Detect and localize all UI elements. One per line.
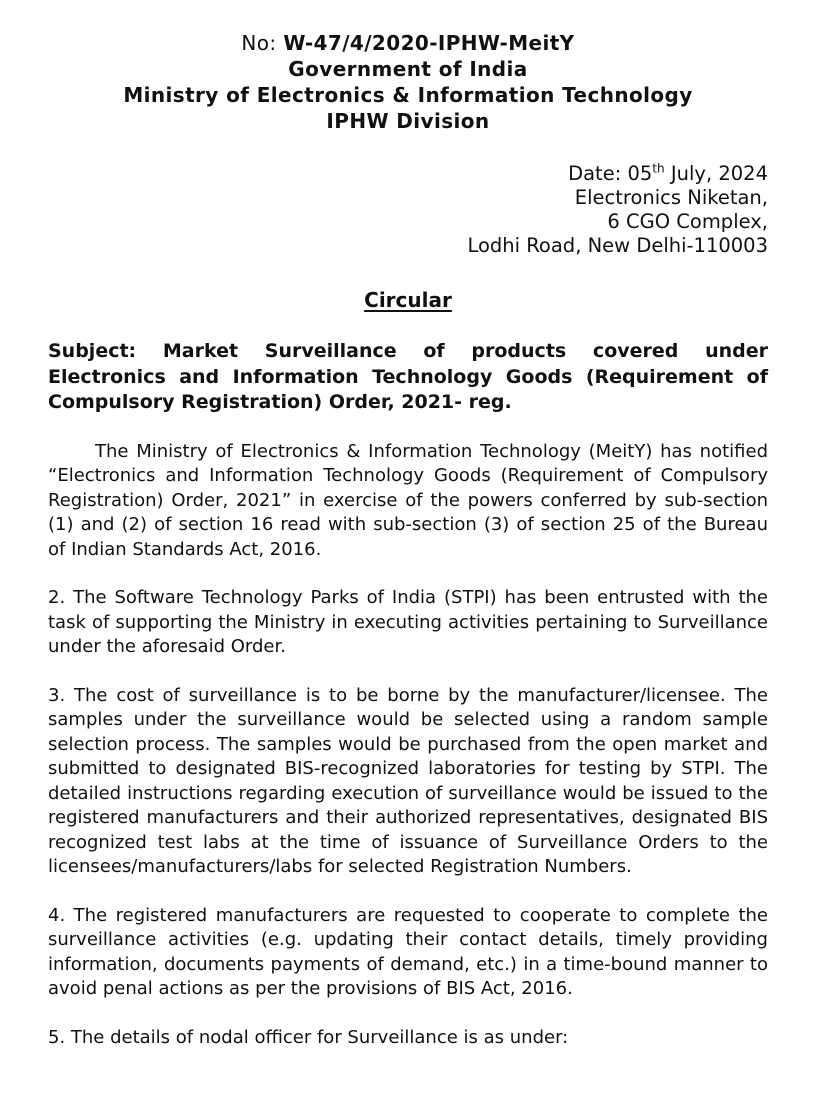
paragraph-3-cost: 3. The cost of surveillance is to be borne by the manufacturer/licensee. The samples under the surveillance would be selected using a random sample selection process. The samples would be purchased from the open market and submitted to designated BIS-recognized laboratories for testing by STPI. The detailed instructions regarding execution of surveillance would be issued to the registered manufacturers and their authorized representatives, designated BIS recognized test labs at the time of issuance of Surveillance Orders to the licensees/manufacturers/labs for selected Registration Numbers. [48,684,768,877]
circular-heading [48,287,768,313]
paragraph-2-stpi: 2. The Software Technology Parks of India (STPI) has been entrusted with the task of supporting the Ministry in executing activities pertaining to Surveillance under the aforesaid Order. [48,587,768,657]
address-line-building: Electronics Niketan, [574,186,768,209]
reference-number-prefix: No: [241,31,284,55]
subject-line: Subject: Market Surveillance of products covered under Electronics and Information Technology Goods (Requirement of Compulsory Registration) Order, 2021- reg. [48,340,768,413]
document-header [48,30,768,134]
reference-number: W-47/4/2020-IPHW-MeitY [283,31,575,55]
org-line-division: IPHW Division [326,109,490,133]
paragraph-4-cooperation: 4. The registered manufacturers are requested to cooperate to complete the surveillance activities (e.g. updating their contact details, timely providing information, documents payments of demand, etc.) in a time-bound manner to avoid penal actions as per the provisions of BIS Act, 2016. [48,904,768,999]
org-line-ministry: Ministry of Electronics & Information Technology [123,83,693,107]
reference-number-line [48,30,768,56]
date-suffix: July, 2024 [664,162,768,185]
org-line-government: Government of India [288,57,528,81]
paragraph-1-intro: The Ministry of Electronics & Information Technology (MeitY) has notified “Electronics and Information Technology Goods (Requirement of Compulsory Registration) Order, 2021” in exercise of the powers conferred by sub-section (1) and (2) of section 16 read with sub-section (3) of section 25 of the Bureau of Indian Standards Act, 2016. [48,440,768,560]
date-address-block [48,162,768,258]
paragraph-5-nodal-officer: 5. The details of nodal officer for Surveillance is as under: [48,1026,569,1048]
date-line [48,162,768,186]
date-prefix: Date: 05 [568,162,653,185]
address-line-complex: 6 CGO Complex, [607,210,768,233]
circular-heading-text: Circular [364,288,452,312]
date-ordinal-superscript: th [652,161,665,176]
address-line-city: Lodhi Road, New Delhi-110003 [467,234,768,257]
